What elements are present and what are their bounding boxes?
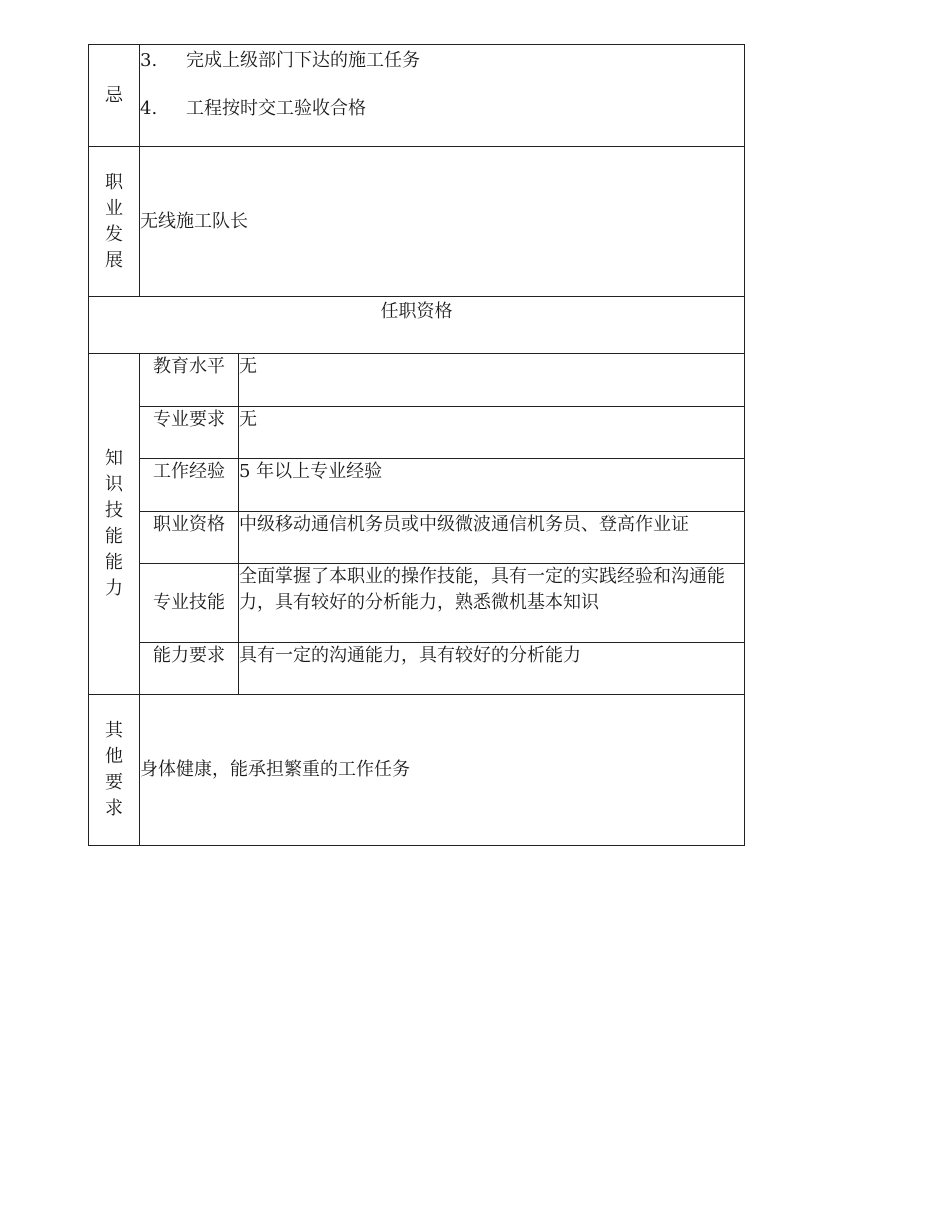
experience-value: 5 年以上专业经验 xyxy=(239,459,745,512)
duties-cell xyxy=(140,45,745,147)
major-label: 专业要求 xyxy=(140,407,239,459)
certification-value: 中级移动通信机务员或中级微波通信机务员、登高作业证 xyxy=(239,512,745,564)
other-value: 身体健康，能承担繁重的工作任务 xyxy=(140,695,745,846)
knowledge-row xyxy=(89,643,745,695)
career-side-label: 职 业 发 展 xyxy=(89,147,140,297)
knowledge-side-label: 知 识 技 能 能 力 xyxy=(89,354,140,695)
duty-item xyxy=(140,93,744,141)
knowledge-row xyxy=(89,512,745,564)
ability-label: 能力要求 xyxy=(140,643,239,695)
major-value: 无 xyxy=(239,407,745,459)
certification-label: 职业资格 xyxy=(140,512,239,564)
experience-label: 工作经验 xyxy=(140,459,239,512)
duty-number: 3. xyxy=(140,50,158,71)
skills-label: 专业技能 xyxy=(140,564,239,643)
other-side-label: 其 他 要 求 xyxy=(89,695,140,846)
knowledge-row xyxy=(89,564,745,643)
knowledge-row xyxy=(89,354,745,407)
section-title: 任职资格 xyxy=(89,297,745,354)
skills-value: 全面掌握了本职业的操作技能，具有一定的实践经验和沟通能力，具有较好的分析能力，熟悉微机基本知识 xyxy=(239,564,745,643)
ability-value: 具有一定的沟通能力，具有较好的分析能力 xyxy=(239,643,745,695)
education-value: 无 xyxy=(239,354,745,407)
career-value: 无线施工队长 xyxy=(140,147,745,297)
career-row xyxy=(89,147,745,297)
duties-row xyxy=(89,45,745,147)
knowledge-row xyxy=(89,459,745,512)
duties-side-label: 忌 xyxy=(89,45,140,147)
job-description-table xyxy=(88,44,745,846)
knowledge-row xyxy=(89,407,745,459)
qualifications-header-row xyxy=(89,297,745,354)
duty-text: 工程按时交工验收合格 xyxy=(186,98,366,119)
other-row xyxy=(89,695,745,846)
duty-item xyxy=(140,45,744,93)
education-label: 教育水平 xyxy=(140,354,239,407)
duty-text: 完成上级部门下达的施工任务 xyxy=(186,50,420,71)
duty-number: 4. xyxy=(140,98,158,119)
